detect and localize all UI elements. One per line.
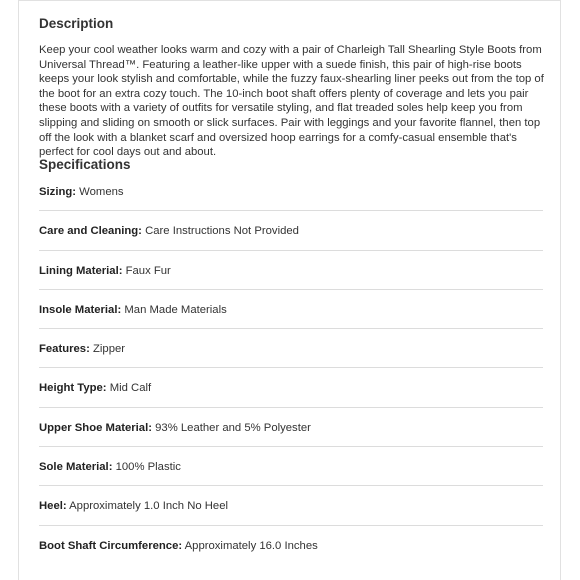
spec-value: Approximately 16.0 Inches bbox=[184, 539, 318, 552]
spec-row-sole-material bbox=[39, 447, 543, 486]
description-heading: Description bbox=[39, 16, 114, 31]
spec-label: Insole Material: bbox=[39, 303, 122, 316]
spec-value: Care Instructions Not Provided bbox=[145, 225, 299, 238]
specifications-heading: Specifications bbox=[39, 157, 131, 172]
spec-row-height-type bbox=[39, 368, 543, 407]
spec-label: Upper Shoe Material: bbox=[39, 421, 152, 434]
spec-value: Man Made Materials bbox=[124, 303, 227, 316]
spec-row-lining-material bbox=[39, 251, 543, 290]
spec-row-insole-material bbox=[39, 290, 543, 329]
spec-value: Zipper bbox=[93, 343, 126, 356]
specifications-list bbox=[39, 172, 543, 565]
spec-label: Care and Cleaning: bbox=[39, 225, 142, 238]
spec-label: Features: bbox=[39, 343, 90, 356]
spec-label: Heel: bbox=[39, 500, 67, 513]
spec-value: 100% Plastic bbox=[115, 461, 181, 474]
spec-value: Mid Calf bbox=[109, 382, 152, 395]
spec-row-boot-shaft-circumference bbox=[39, 526, 543, 565]
spec-value: 93% Leather and 5% Polyester bbox=[155, 421, 311, 434]
spec-row-upper-shoe-material bbox=[39, 408, 543, 447]
spec-value: Womens bbox=[79, 186, 124, 198]
spec-label: Height Type: bbox=[39, 382, 107, 395]
spec-value: Faux Fur bbox=[125, 264, 171, 277]
spec-row-sizing bbox=[39, 172, 543, 211]
spec-value: Approximately 1.0 Inch No Heel bbox=[69, 500, 229, 513]
spec-row-heel bbox=[39, 486, 543, 525]
spec-label: Boot Shaft Circumference: bbox=[39, 539, 183, 552]
spec-row-care-and-cleaning bbox=[39, 211, 543, 250]
description-text: Keep your cool weather looks warm and cozy with a pair of Charleigh Tall Shearling Style Boots from Universal Thread™. Featuring a leather-like upper with a suede finish, this pair of high-rise boots keeps your look stylish and comfortable, while the fuzzy faux-shearling liner peeks out from the top of the boot for an extra cozy touch. The 10-inch boot shaft offers plenty of coverage and lets you pair these boots with a variety of outfits for versatile styling, and flat treaded soles help keep you from slipping and sliding on smooth or slick surfaces. Pair with leggings and your favorite flannel, then top off the look with a blanket scarf and oversized hoop earrings for a comfy-casual ensemble that's perfect for cool days out and about. bbox=[39, 44, 544, 159]
spec-label: Sole Material: bbox=[39, 461, 113, 474]
spec-row-features bbox=[39, 329, 543, 368]
spec-label: Sizing: bbox=[39, 186, 77, 198]
spec-label: Lining Material: bbox=[39, 264, 123, 277]
